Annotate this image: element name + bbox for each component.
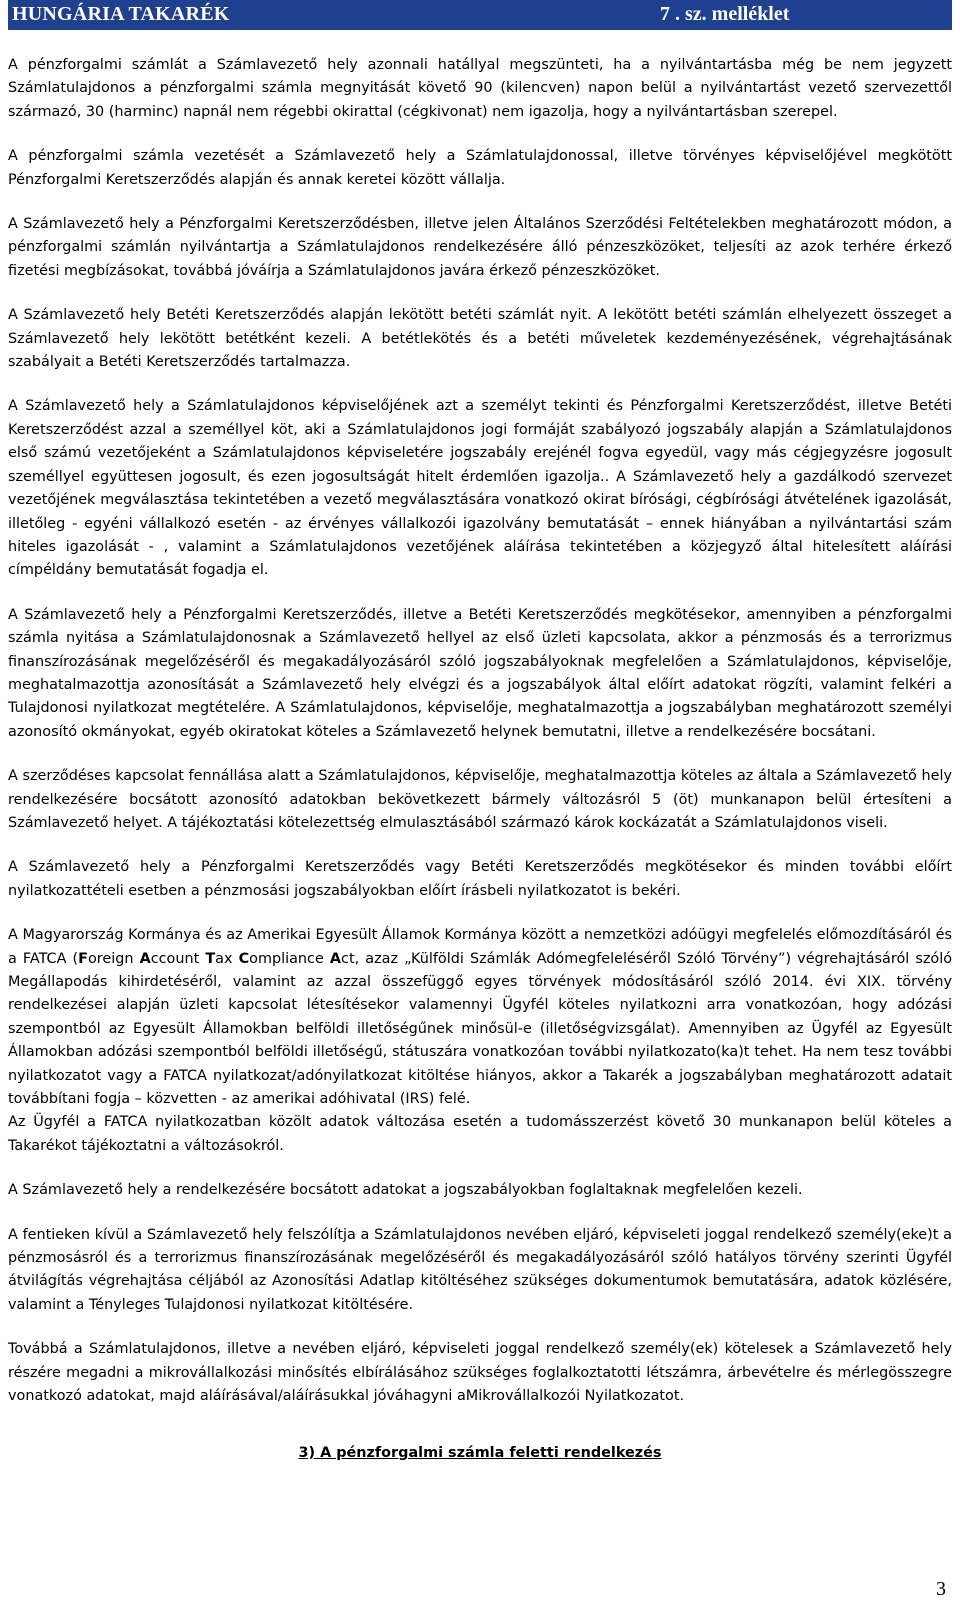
paragraph: A szerződéses kapcsolat fennállása alatt a Számlatulajdonos, képviselője, meghatalmazottja köteles az általa a Számlavezető hely rendelkezésére bocsátott azonosító adatokban bekövetkezett bármely változásról 5 (öt) munkanapon belül értesíteni a Számlavezető helyet. A tájékoztatási kötelezettség elmulasztásából származó károk kockázatát a Számlatulajdonos viseli. [8,768,952,831]
fatca-change-paragraph: Az Ügyfél a FATCA nyilatkozatban közölt adatok változása esetén a tudomásszerzést követő 30 munkanapon belül köteles a Takarékot tájékoztatni a változásokról. [8,1114,952,1154]
paragraph: A fentieken kívül a Számlavezető hely felszólítja a Számlatulajdonos nevében eljáró, képviseleti joggal rendelkező személy(eke)t a pénzmosásról és a terrorizmus finanszírozásának megelőzéséről és megakadályozásáról szóló hatályos törvény szerinti Ügyfél átvilágítás végrehajtása céljából az Azonosítási Adatlap kitöltéséhez szükséges dokumentumok bemutatására, adatok közlésére, valamint a Tényleges Tulajdonosi nyilatkozat kitöltésére. [8,1226,952,1313]
paragraph: A pénzforgalmi számlát a Számlavezető hely azonnali hatállyal megszünteti, ha a nyilvántartásba még be nem jegyzett Számlatulajdonos a pénzforgalmi számla megnyitását követő 90 (kilencven) napon belül a nyilvántartást vezető szervezettől származó, 30 (harminc) napnál nem régebbi okirattal (cégkivonat) nem igazolja, hogy a nyilvántartásban szerepel. [8,57,952,120]
paragraph: A Számlavezető hely a Pénzforgalmi Keretszerződés vagy Betéti Keretszerződés megkötésekor és minden további előírt nyilatkozattételi esetben a pénzmosási jogszabályokban előírt írásbeli nyilatkozatot is bekéri. [8,859,952,899]
paragraph: A Számlavezető hely a Pénzforgalmi Keretszerződésben, illetve jelen Általános Szerződési Feltételekben meghatározott módon, a pénzforgalmi számlán nyilvántartja a Számlatulajdonos rendelkezésére álló pénzeszközöket, teljesíti az azok terhére érkező fizetési megbízásokat, továbbá jóváírja a Számlatulajdonos javára érkező pénzeszközöket. [8,216,952,279]
paragraph: A Számlavezető hely a rendelkezésére bocsátott adatokat a jogszabályokban foglaltaknak megfelelően kezeli. [8,1182,803,1199]
section-heading: 3) A pénzforgalmi számla feletti rendelkezés [298,1445,662,1461]
annex-label: 7 . sz. melléklet [660,3,790,25]
fatca-letter-t: T [205,950,216,967]
document-header [8,0,952,30]
fatca-paragraph [8,924,952,1111]
fatca-word-compliance: ompliance [249,950,330,967]
fatca-lead: A Magyarország Kormánya és az Amerikai Egyesült Államok Kormánya között a nemzetközi adóügyi megfelelés előmozdításáról és a FATCA ( [8,927,952,967]
paragraph: A Számlavezető hely Betéti Keretszerződés alapján lekötött betéti számlát nyit. A lekötött betéti számlán elhelyezett összeget a Számlavezető hely lekötött betétként kezeli. A betétlekötés és a betéti műveletek kezdeményezésének, végrehajtásának szabályait a Betéti Keretszerződés tartalmazza. [8,307,952,371]
fatca-word-foreign: oreign [87,950,140,967]
page-number: 3 [936,1578,946,1600]
bank-name: HUNGÁRIA TAKARÉK [12,3,230,25]
fatca-tail: , azaz „Külföldi Számlák Adómegfeleléséről Szóló Törvény”) végrehajtásáról szóló Megállapodás kihirdetéséről, valamint az azzal összefüggő egyes törvények módosításáról szóló 2014. évi XIX. törvény rendelkezései alapján üzleti kapcsolat létesítésekor valamennyi Ügyfél köteles nyilatkozni arra vonatkozóan, hogy adózási szempontból az Egyesült Államokban belföldi illetőségűnek minősül-e (illetőségvizsgálat). Amennyiben az Ügyfél az Egyesült Államokban adózási szempontból belföldi illetőségű, státuszára vonatkozóan további nyilatkozato(ka)t tehet. Ha nem tesz további nyilatkozatot vagy a FATCA nyilatkozat/adónyilatkozat kitöltése hiányos, akkor a Takarék a jogszabályban meghatározott adatait továbbítani fogja – közvetten - az amerikai adóhivatal (IRS) felé. [8,950,952,1108]
fatca-letter-a2: A [329,950,342,967]
document-body [8,54,952,1430]
fatca-word-account: ccount [150,950,206,967]
paragraph: Továbbá a Számlatulajdonos, illetve a nevében eljáró, képviseleti joggal rendelkező személy(ek) kötelesek a Számlavezető hely részére megadni a mikrovállalkozási minősítés elbírálásához szükséges foglalkoztatotti létszámra, árbevételre és mérlegösszegre vonatkozó adatokat, majd aláírásával/aláírásukkal jóváhagyni aMikrovállalkozói Nyilatkozatot. [8,1341,952,1405]
fatca-letter-f: F [78,950,88,967]
paragraph: A pénzforgalmi számla vezetését a Számlavezető hely a Számlatulajdonossal, illetve törvényes képviselőjével megkötött Pénzforgalmi Keretszerződés alapján és annak keretei között vállalja. [8,148,952,188]
fatca-letter-a: A [139,950,151,967]
paragraph: A Számlavezető hely a Számlatulajdonos képviselőjének azt a személyt tekinti és Pénzforgalmi Keretszerződést, illetve Betéti Keretszerződést azzal a személlyel köt, aki a Számlatulajdonos jogi formáját szabályozó jogszabály alapján a Számlatulajdonos első számú vezetőjeként a Számlatulajdonos képviseletére jogszabály erejénél fogva egyedül, vagy más cégjegyzésre jogosult személlyel együttesen jogosult, és ezen jogosultságát hitelt érdemlően igazolja.. A Számlavezető hely a gazdálkodó szervezet vezetőjének megválasztása tekintetében a vezető megválasztására vonatkozó okirat bírósági, cégbírósági átvételének igazolását, illetőleg - egyéni vállalkozó esetén - az érvényes vállalkozói igazolvány bemutatását – ennek hiányában a nyilvántartási szám hiteles igazolását - , valamint a Számlatulajdonos vezetőjének aláírása tekintetében a közjegyző által hitelesített aláírási címpéldány bemutatását fogadja el. [8,398,952,579]
fatca-word-act: ct [341,950,355,967]
fatca-letter-c: C [238,950,250,967]
fatca-word-tax: ax [215,950,239,967]
paragraph: A Számlavezető hely a Pénzforgalmi Keretszerződés, illetve a Betéti Keretszerződés megkötésekor, amennyiben a pénzforgalmi számla nyitása a Számlatulajdonosnak a Számlavezető hellyel az első üzleti kapcsolata, akkor a pénzmosás és a terrorizmus finanszírozásának megelőzéséről és megakadályozásáról szóló jogszabályoknak megfelelően a Számlatulajdonos, képviselője, meghatalmazottja azonosítását a Számlavezető hely elvégzi és a jogszabályok által előírt adatokat rögzíti, valamint felkéri a Tulajdonosi nyilatkozat megtételére. A Számlatulajdonos, képviselője, meghatalmazottja a jogszabályban meghatározott személyi azonosító okmányokat, egyéb okiratokat köteles a Számlavezető helynek bemutatni, illetve a rendelkezésére bocsátani. [8,606,952,740]
